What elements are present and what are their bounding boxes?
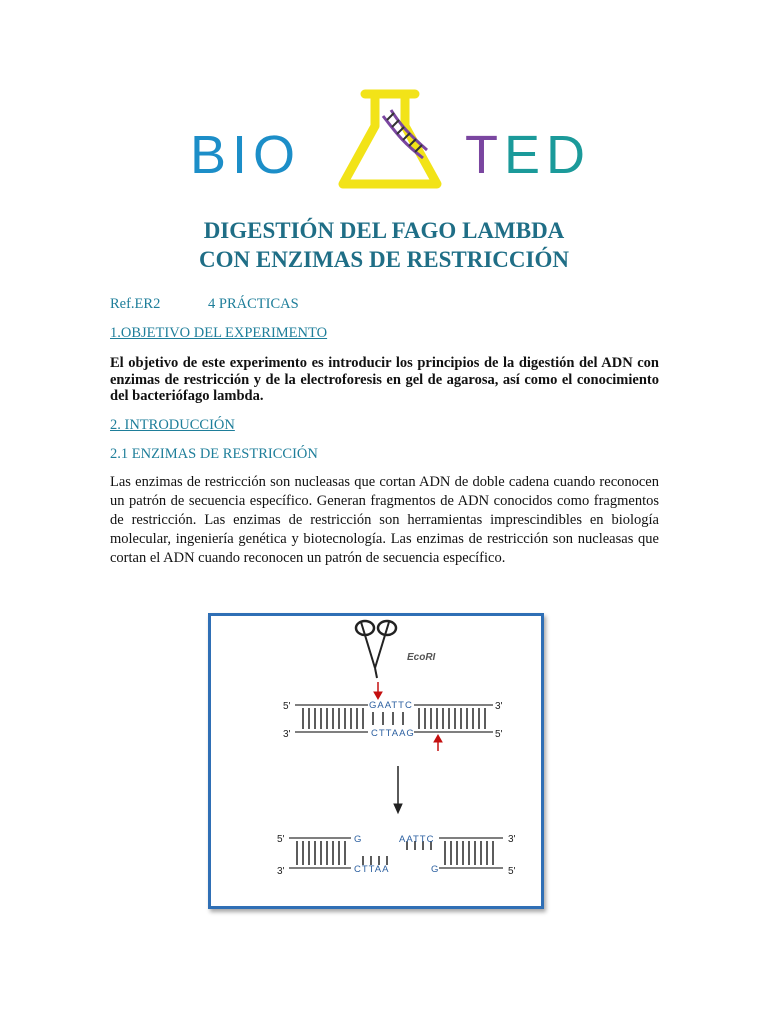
ecori-diagram: [211, 616, 541, 906]
logo-o: O: [253, 125, 302, 185]
flask-dna-icon: [335, 86, 450, 196]
title-line-2: CON ENZIMAS DE RESTRICCIÓN: [199, 247, 569, 272]
label-5prime-bottom-right: 5': [495, 729, 503, 740]
logo-e: E: [504, 125, 547, 185]
frag-left-bottom: CTTAA: [354, 864, 390, 875]
logo-d: D: [546, 125, 592, 185]
cut-arrow-bottom: [434, 735, 442, 751]
ref-practices: 4 PRÁCTICAS: [208, 296, 299, 312]
biotted-logo: [180, 86, 620, 196]
label-3prime-frag-left: 3': [277, 866, 285, 877]
cut-arrow-top: [374, 682, 382, 699]
ecori-figure: [208, 613, 544, 909]
frag-right-bottom: G: [431, 864, 439, 875]
label-3prime-top-right: 3': [495, 701, 503, 712]
logo-bi: BI: [190, 125, 254, 185]
enzimas-text: Las enzimas de restricción son nucleasas que cortan ADN de doble cadena cuando reconocen un patrón de secuencia específico. Generan fragmentos de ADN conocidos como fragmentos de restricción. Las enzimas de restricción son herramientas imprescindibles en biología molecular, ingeniería genética y biotecnología. Las enzimas de restricción son nucleasas que cortan el ADN cuando reconocen un patrón de secuencia específico.: [110, 474, 659, 566]
objetivo-heading: 1.OBJETIVO DEL EXPERIMENTO: [110, 325, 328, 341]
label-5prime-frag-left: 5': [277, 834, 285, 845]
frag-right-top: AATTC: [399, 834, 435, 845]
label-5prime-frag-right: 5': [508, 866, 516, 877]
title-line-1: DIGESTIÓN DEL FAGO LAMBDA: [203, 218, 565, 243]
ref-code: Ref.ER2: [110, 296, 161, 312]
intro-heading: 2. INTRODUCCIÓN: [110, 417, 235, 433]
label-5prime-top-left: 5': [283, 701, 291, 712]
logo-text-bio: [190, 124, 301, 186]
seq-top: GAATTC: [369, 700, 413, 711]
scissors-icon: [356, 621, 396, 678]
enzimas-heading: 2.1 ENZIMAS DE RESTRICCIÓN: [110, 446, 318, 462]
seq-bottom: CTTAAG: [371, 728, 415, 739]
frag-left-top: G: [354, 834, 362, 845]
down-arrow-icon: [394, 766, 402, 813]
logo-text-ted: [465, 124, 591, 186]
logo-t: T: [465, 125, 504, 185]
label-3prime-frag-right: 3': [508, 834, 516, 845]
objetivo-text: El objetivo de este experimento es introducir los principios de la digestión del ADN con enzimas de restricción y de la electroforesis en gel de agarosa, así como el conocimiento del bacteriófago lambda.: [110, 355, 659, 404]
label-3prime-bottom-left: 3': [283, 729, 291, 740]
enzyme-label: EcoRI: [407, 652, 436, 663]
